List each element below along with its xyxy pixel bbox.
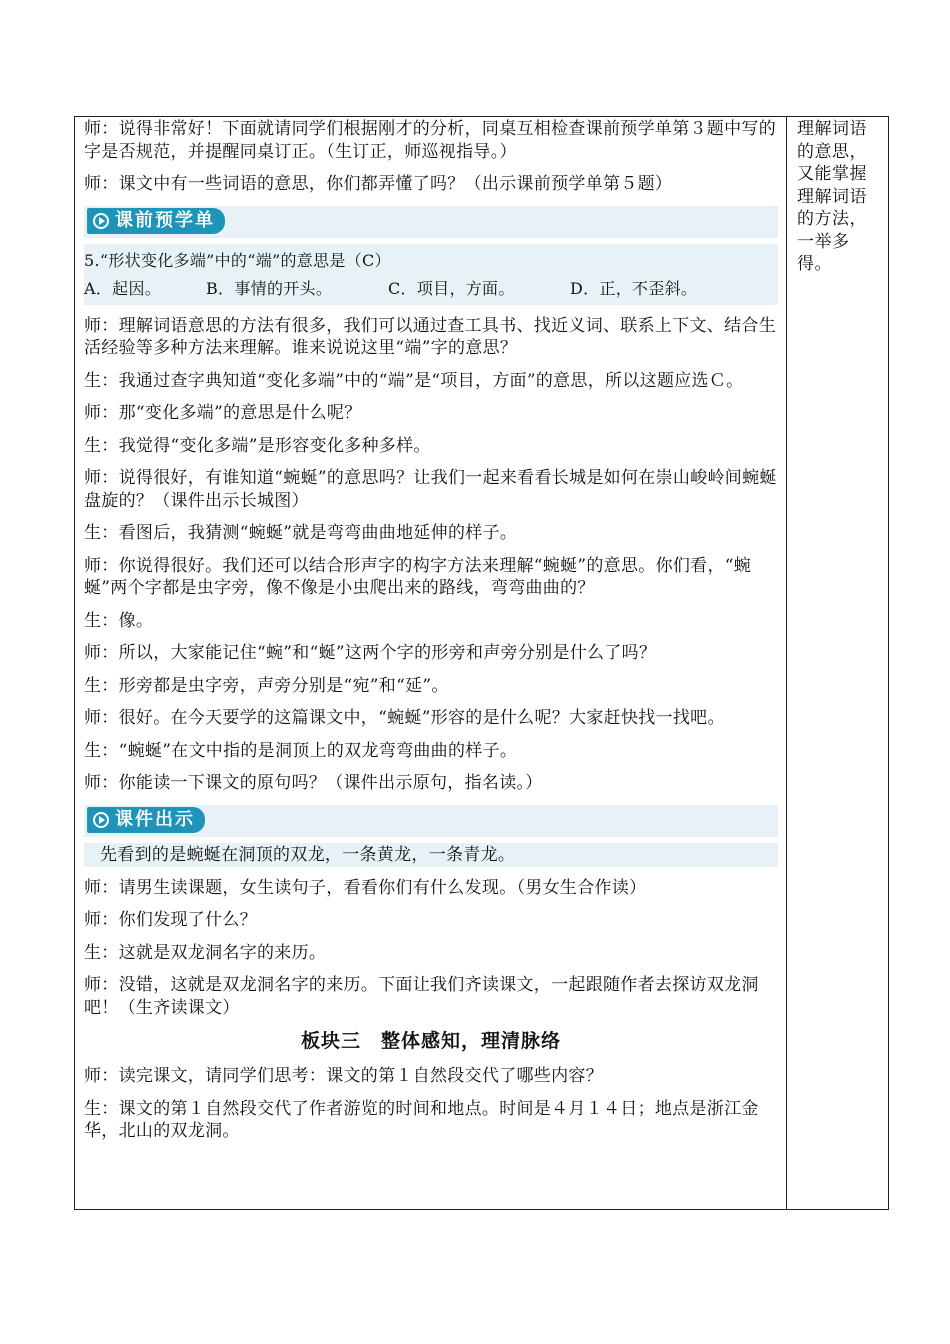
dialogue-paragraph: 师：你能读一下课文的原句吗？（课件出示原句，指名读。） <box>84 773 543 793</box>
dialogue-paragraph: 师：读完课文，请同学们思考：课文的第１自然段交代了哪些内容？ <box>84 1066 603 1086</box>
dialogue-paragraph: 生：课文的第１自然段交代了作者游览的时间和地点。时间是４月１４日；地点是浙江金华，北山的双龙洞。 <box>84 1098 759 1141</box>
dialogue-paragraph: 生：这就是双龙洞名字的来历。 <box>84 942 327 963</box>
dialogue-paragraph: 生：像。 <box>84 610 154 631</box>
column-divider <box>786 116 787 1210</box>
courseware-banner <box>84 805 778 837</box>
question-stem: 5.“形状变化多端”中的“端”的意思是（C） <box>84 250 391 270</box>
courseware-label: 课件出示 <box>115 808 195 830</box>
dialogue-paragraph: 师：很好。在今天要学的这篇课文中，“蜿蜒”形容的是什么呢？大家赶快找一找吧。 <box>84 708 725 728</box>
option-d: D．正，不歪斜。 <box>570 278 698 298</box>
dialogue-paragraph: 师：那“变化多端”的意思是什么呢？ <box>84 403 362 423</box>
dialogue-paragraph: 生：我通过查字典知道“变化多端”中的“端”是“项目，方面”的意思，所以这题应选Ｃ。 <box>84 370 744 391</box>
dialogue-paragraph: 生：我觉得“变化多端”是形容变化多种多样。 <box>84 435 431 456</box>
dialogue-paragraph: 师：没错，这就是双龙洞名字的来历。下面让我们齐读课文，一起跟随作者去探访双龙洞吧！（生齐读课文） <box>84 975 759 1018</box>
play-circle-icon <box>93 812 109 828</box>
dialogue-paragraph: 师：说得非常好！下面就请同学们根据刚才的分析，同桌互相检查课前预学单第３题中写的字是否规范，并提醒同桌订正。（生订正，师巡视指导。） <box>84 119 776 162</box>
pre-study-label: 课前预学单 <box>115 209 215 231</box>
option-b: B．事情的开头。 <box>206 278 333 298</box>
dialogue-paragraph: 师：你说得很好。我们还可以结合形声字的构字方法来理解“蜿蜒”的意思。你们看，“蜿蜒”两个字都是虫字旁，像不像是小虫爬出来的路线，弯弯曲曲的？ <box>84 555 752 598</box>
play-circle-icon <box>93 213 109 229</box>
pre-study-tag <box>87 208 225 234</box>
option-a: A．起因。 <box>84 278 162 298</box>
lesson-main-column <box>84 118 778 1153</box>
dialogue-paragraph: 师：所以，大家能记住“蜿”和“蜒”这两个字的形旁和声旁分别是什么了吗？ <box>84 643 657 663</box>
side-note: 理解词语的意思，又能掌握理解词语的方法，一举多得。 <box>797 119 867 274</box>
dialogue-paragraph: 师：请男生读课题，女生读句子，看看你们有什么发现。（男女生合作读） <box>84 877 647 898</box>
dialogue-paragraph: 师：课文中有一些词语的意思，你们都弄懂了吗？（出示课前预学单第５题） <box>84 174 673 194</box>
quoted-sentence: 先看到的是蜿蜒在洞顶的双龙，一条黄龙，一条青龙。 <box>84 843 778 867</box>
section-heading: 板块三 整体感知，理清脉络 <box>300 1030 561 1052</box>
dialogue-paragraph: 师：说得很好，有谁知道“蜿蜒”的意思吗？让我们一起来看看长城是如何在崇山峻岭间蜿蜒盘旋的？（课件出示长城图） <box>84 468 777 511</box>
dialogue-paragraph: 生：“蜿蜒”在文中指的是洞顶上的双龙弯弯曲曲的样子。 <box>84 740 518 761</box>
dialogue-paragraph: 生：看图后，我猜测“蜿蜒”就是弯弯曲曲地延伸的样子。 <box>84 523 518 543</box>
dialogue-paragraph: 师：理解词语意思的方法有很多，我们可以通过查工具书、找近义词、联系上下文、结合生活经验等多种方法来理解。谁来说说这里“端”字的意思？ <box>84 315 776 358</box>
dialogue-paragraph: 生：形旁都是虫字旁，声旁分别是“宛”和“延”。 <box>84 675 449 696</box>
question-options <box>84 275 778 303</box>
pre-study-banner <box>84 206 778 238</box>
courseware-tag <box>87 807 205 833</box>
option-c: C．项目，方面。 <box>388 278 515 298</box>
dialogue-paragraph: 师：你们发现了什么？ <box>84 910 257 930</box>
question-box <box>84 244 778 305</box>
